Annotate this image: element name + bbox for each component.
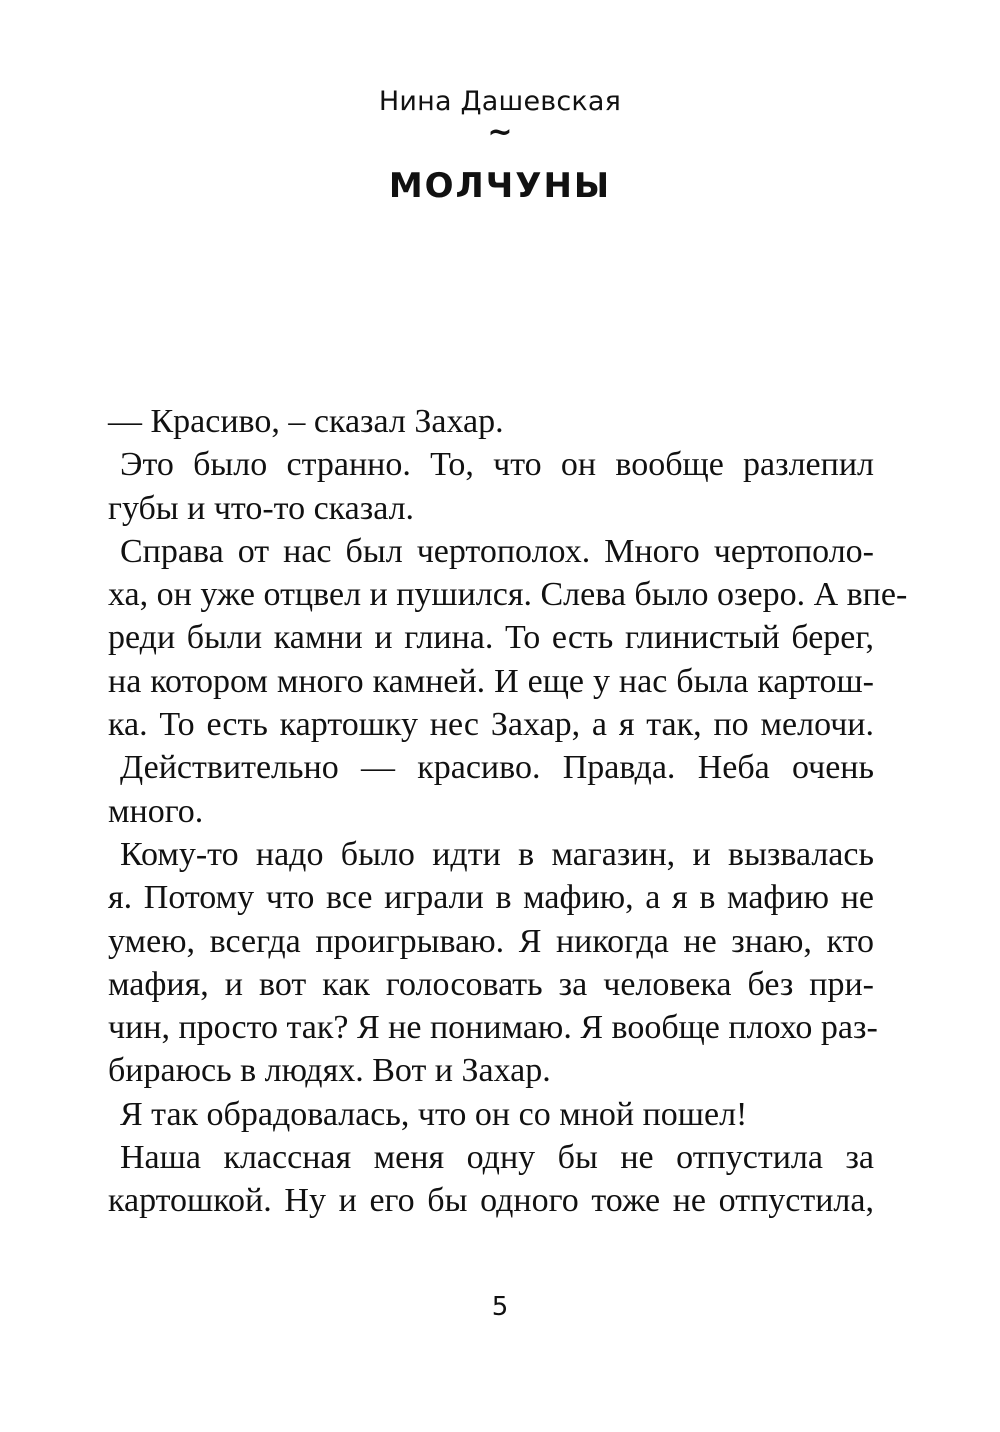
text-line: ха, он уже отцвел и пушился. Слева было озеро. А впе- (108, 576, 908, 614)
text-line: много. (108, 792, 204, 830)
text-line: Действительно — красиво. Правда. Неба очень (120, 749, 874, 787)
text-line: умею, всегда проигрываю. Я никогда не знаю, кто (108, 922, 874, 960)
text-line: Это было странно. То, что он вообще разлепил (120, 446, 874, 484)
text-line: ка. То есть картошку нес Захар, а я так, по мелочи. (108, 706, 874, 744)
text-line: бираюсь в людях. Вот и Захар. (108, 1052, 551, 1090)
body-text (108, 400, 908, 1223)
text-line: на котором много камней. И еще у нас была картош- (108, 662, 874, 700)
page-number: 5 (491, 1292, 509, 1322)
ornament-tilde: ~ (487, 115, 513, 150)
text-line: реди были камни и глина. То есть глинистый берег, (108, 619, 874, 657)
author-name: Нина Дашевская (378, 86, 622, 117)
text-line: Я так обрадовалась, что он со мной пошел! (120, 1095, 748, 1133)
text-line: Наша классная меня одну бы не отпустила за (120, 1139, 874, 1177)
text-line: мафия, и вот как голосовать за человека без при- (108, 965, 874, 1003)
chapter-title: МОЛЧУНЫ (388, 166, 612, 206)
text-line: чин, просто так? Я не понимаю. Я вообще плохо раз- (108, 1009, 878, 1047)
text-line: губы и что-то сказал. (108, 489, 415, 527)
text-line: я. Потому что все играли в мафию, а я в мафию не (108, 879, 874, 917)
text-line: Справа от нас был чертополох. Много чертополо- (120, 532, 874, 570)
text-line: Кому-то надо было идти в магазин, и вызвалась (120, 835, 874, 873)
text-line: — Красиво, – сказал Захар. (108, 403, 504, 440)
text-line: картошкой. Ну и его бы одного тоже не отпустила, (108, 1182, 874, 1220)
